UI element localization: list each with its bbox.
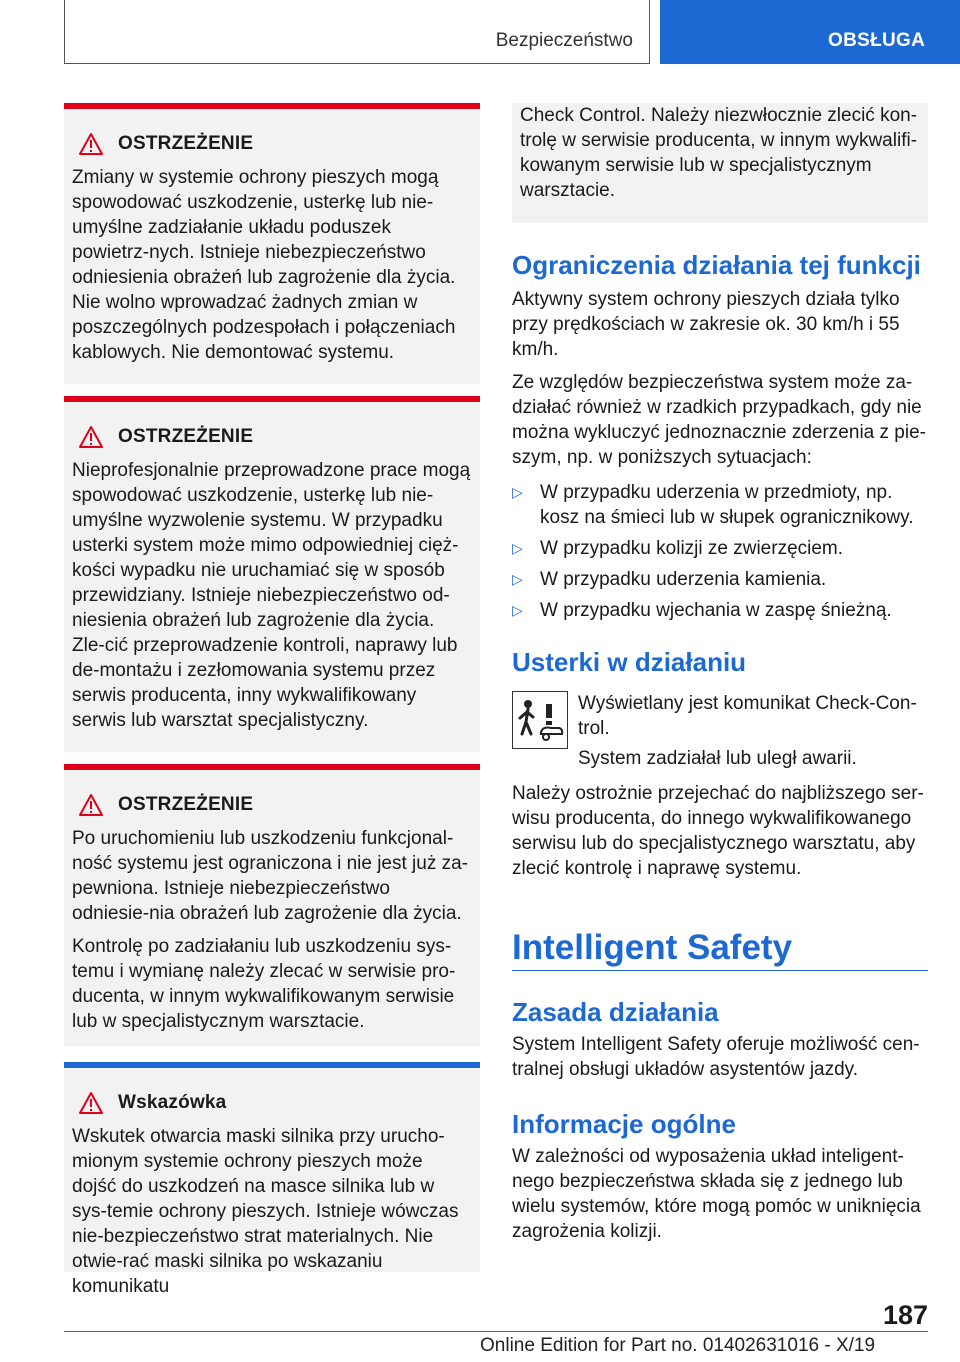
principle-text: System Intelligent Safety oferuje możliwość cen-tralnej obsługi układów asystentów jazdy. xyxy=(512,1034,920,1080)
intelligent-safety-section xyxy=(512,926,928,970)
triangle-bullet-icon: ▷ xyxy=(512,602,523,618)
footer-edition-text: Online Edition for Part no. 01402631016 - X/19 xyxy=(480,1335,876,1356)
triangle-bullet-icon: ▷ xyxy=(512,484,523,500)
note-text: Wskutek otwarcia maski silnika przy urucho-mionym systemie ochrony pieszych może dojść do uszkodzeń na masce silnika lub w sys-temie ochrony pieszych. Istnieje wówczas nie-bezpieczeństwo strat materialnych. Nie otwie-rać maski silnika po wskazaniu komunikatu xyxy=(72,1126,459,1297)
note-continuation-box xyxy=(512,103,928,223)
warning-text: Po uruchomieniu lub uszkodzeniu funkcjonal-ność systemu jest ograniczona i nie jest już za-pewniona. Istnieje niebezpieczeństwo odniesie-nia obrażeń lub zagrożenie dla życia. xyxy=(72,828,469,924)
principle-section xyxy=(512,996,928,1082)
intelligent-safety-title: Intelligent Safety xyxy=(512,928,793,967)
check-control-line: trol. xyxy=(578,718,610,739)
principle-heading: Zasada działania xyxy=(512,997,719,1027)
faults-section xyxy=(512,646,928,678)
faults-text-block xyxy=(512,781,928,881)
warning-title: OSTRZEŻENIE xyxy=(118,794,254,815)
warning-text: Nieprofesjonalnie przeprowadzone prace mogą spowodować uszkodzenie, usterkę lub nie-umyślne wyzwolenie systemu. W przypadku usterki system może mimo odpowiedniej cięż-kości wypadku nie uruchamiać się w sposób przewidziany. Istnieje niebezpieczeństwo od-niesienia obrażeń lub zagrożenie dla życia. Zle-cić przeprowadzenie kontroli, naprawy lub de-montażu i zezłomowania systemu przez serwis producenta, inny wykwalifikowany serwis lub warsztat specjalistyczny. xyxy=(72,460,471,731)
warning-title: OSTRZEŻENIE xyxy=(118,426,254,447)
list-item: ▷ W przypadku kolizji ze zwierzęciem. xyxy=(512,538,844,559)
check-control-status: System zadziałał lub uległ awarii. xyxy=(578,748,857,769)
header-tab-obsluga[interactable]: OBSŁUGA xyxy=(660,0,960,64)
pedestrian-protection-icon xyxy=(512,691,568,749)
limits-section xyxy=(512,249,928,629)
page-number: 187 xyxy=(882,1300,928,1330)
note-title: Wskazówka xyxy=(118,1092,227,1113)
list-item: ▷ W przypadku uderzenia w przedmioty, np. kosz na śmieci lub w słupek ogranicznikowy. xyxy=(512,482,914,528)
triangle-bullet-icon: ▷ xyxy=(512,571,523,587)
general-heading: Informacje ogólne xyxy=(512,1109,736,1139)
warning-text: Kontrolę po zadziałaniu lub uszkodzeniu sys-temu i wymianę należy zlecać w serwisie pro-ducenta, w innym wykwalifikowanym serwisie lub w specjalistycznym warsztacie. xyxy=(72,936,456,1032)
limits-bullet-list xyxy=(512,480,928,623)
warning-text: Zmiany w systemie ochrony pieszych mogą spowodować uszkodzenie, usterkę lub nie-umyślne zadziałanie układu poduszek powietrz-nych. Istnieje niebezpieczeństwo odniesienia obrażeń lub zagrożenie dla życia. Nie wolno wprowadzać żadnych zmian w poszczególnych podzespołach i połączeniach kablowych. Nie demontować systemu. xyxy=(72,167,456,363)
faults-paragraph: Należy ostrożnie przejechać do najbliższego ser-wisu producenta, do innego wykwalifikowanego serwisu lub do specjalistycznego warsztatu, aby zlecić kontrolę i naprawę systemu. xyxy=(512,783,924,879)
list-item: ▷ W przypadku wjechania w zaspę śnieżną. xyxy=(512,600,892,621)
warning-title: OSTRZEŻENIE xyxy=(118,133,254,154)
check-control-line: Wyświetlany jest komunikat Check-Con- xyxy=(578,693,917,714)
footer-divider xyxy=(64,1331,928,1332)
section-divider xyxy=(512,970,928,971)
list-item: ▷ W przypadku uderzenia kamienia. xyxy=(512,569,827,590)
triangle-bullet-icon: ▷ xyxy=(512,540,523,556)
check-control-message xyxy=(578,691,928,771)
note-continuation-text: Check Control. Należy niezwłocznie zlecić kon-trolę w serwisie producenta, w innym wykwalifi-kowanym serwisie lub w specjalistycznym warsztacie. xyxy=(520,105,918,201)
faults-heading: Usterki w działaniu xyxy=(512,647,747,677)
warning-triangle-icon xyxy=(78,793,104,817)
general-section xyxy=(512,1108,928,1244)
warning-box-1 xyxy=(64,103,480,384)
warning-box-3 xyxy=(64,764,480,1046)
limits-paragraph-2: Ze względów bezpieczeństwa system może za-działać również w rzadkich przypadkach, gdy nie można wykluczyć jednoznacznie zderzenia z pie-szym, np. w poniższych sytuacjach: xyxy=(512,372,926,468)
limits-paragraph-1: Aktywny system ochrony pieszych działa tylko przy prędkościach w zakresie ok. 30 km/h i 55 km/h. xyxy=(512,289,900,360)
warning-box-2 xyxy=(64,396,480,752)
warning-triangle-icon xyxy=(78,1091,104,1115)
warning-triangle-icon xyxy=(78,132,104,156)
note-box xyxy=(64,1062,480,1297)
general-text: W zależności od wyposażenia układ inteligent-nego bezpieczeństwa składa się z jednego lub wielu systemów, które mogą pomóc w uniknięcia zagrożenia kolizji. xyxy=(512,1146,921,1242)
warning-triangle-icon xyxy=(78,425,104,449)
limits-heading: Ograniczenia działania tej funkcji xyxy=(512,250,921,280)
header-section-title: Bezpieczeństwo xyxy=(495,30,633,51)
header-section-box xyxy=(64,0,650,64)
